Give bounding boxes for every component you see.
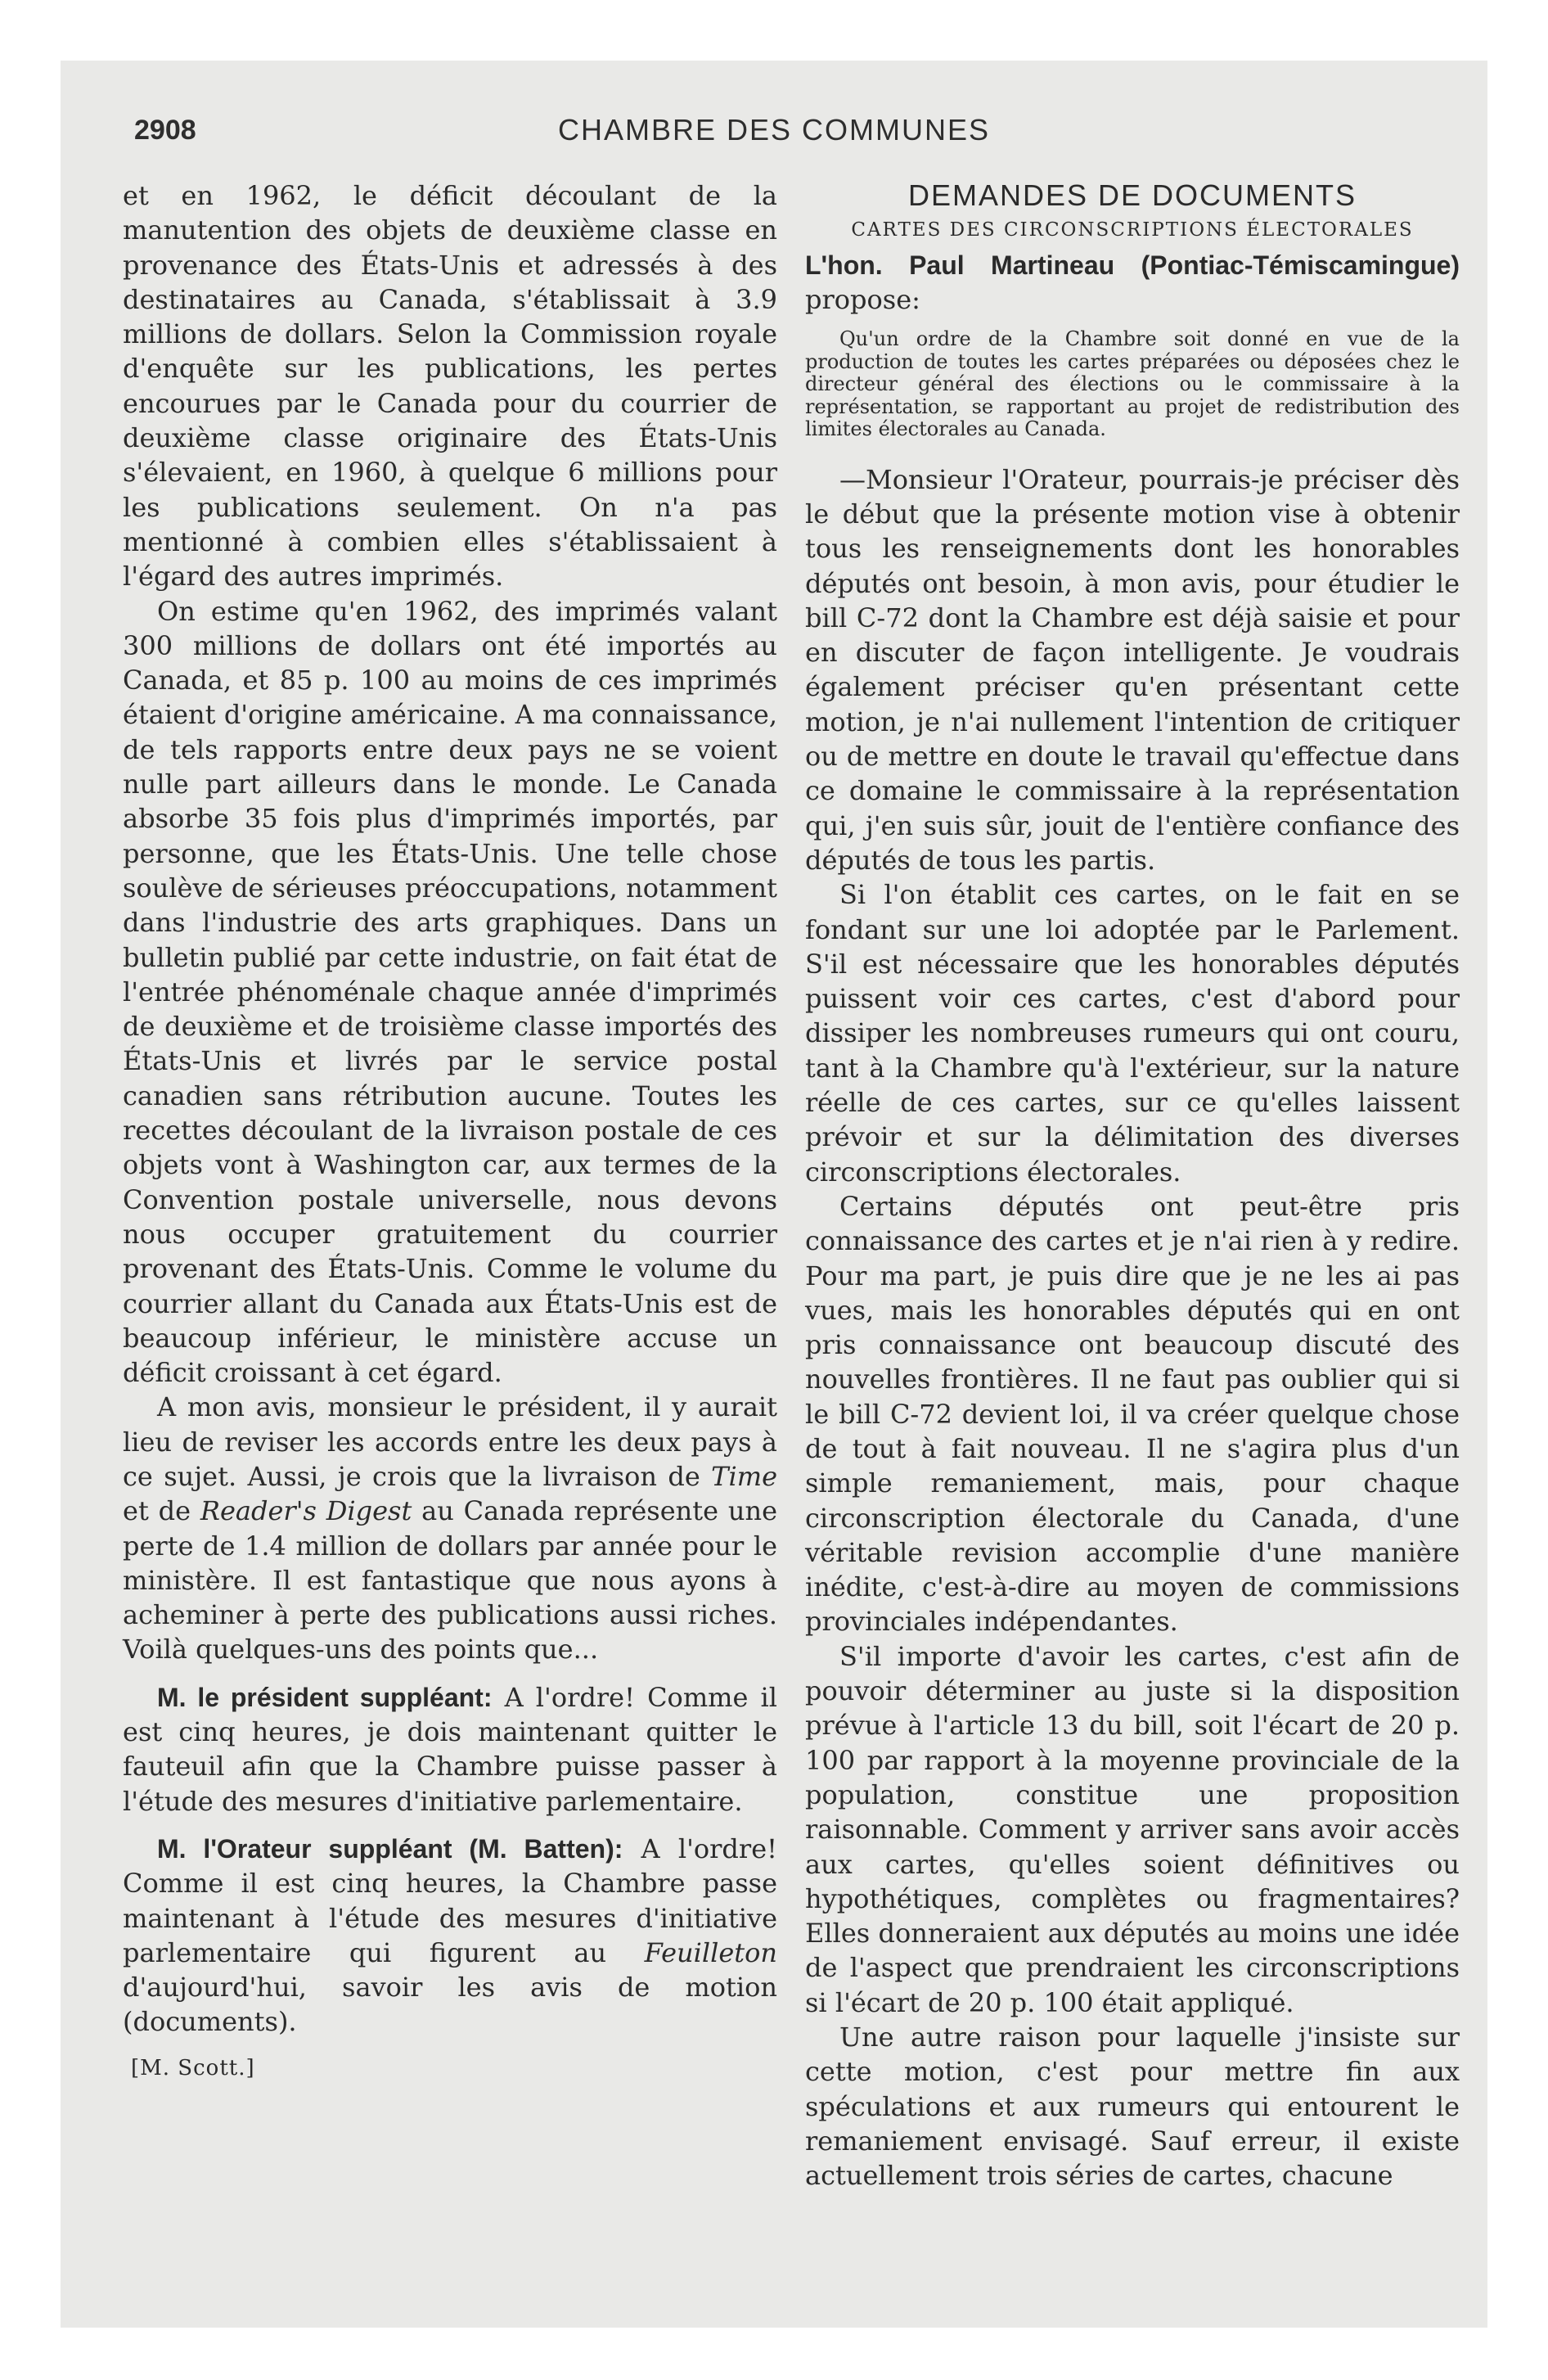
paragraph: Une autre raison pour laquelle j'insiste sur cette motion, c'est pour mettre fin aux spéculations et aux rumeurs qui entourent le remaniement envisagé. Sauf erreur, il existe actuellement trois séries de cartes, chacune [805, 2022, 1460, 2192]
motion-text: Qu'un ordre de la Chambre soit donné en vue de la production de toutes les cartes préparées ou déposées chez le directeur général des élections ou le commissaire à la représentation, se rapportant au projet de redistribution des limites électorales au Canada. [805, 327, 1460, 441]
section-subtitle: CARTES DES CIRCONSCRIPTIONS ÉLECTORALES [851, 219, 1414, 241]
speech [123, 1680, 777, 1819]
speaker-name: M. le président suppléant: [157, 1682, 493, 1712]
speech-text: A l'ordre! Comme il est cinq heures, je dois maintenant quitter le fauteuil afin que la Chambre puisse passer à l'étude des mesures d'initiative parlementaire. [123, 1681, 778, 1817]
speaker-name: L'hon. Paul Martineau (Pontiac-Témiscamingue) [805, 250, 1460, 280]
paragraph: On estime qu'en 1962, des imprimés valant 300 millions de dollars ont été importés au Canada, et 85 p. 100 au moins de ces imprimés étaient d'origine américaine. A ma connaissance, de tels rapports entre deux pays ne se voient nulle part ailleurs dans le monde. Le Canada absorbe 35 fois plus d'imprimés importés, par personne, que les États-Unis. Une telle chose soulève de sérieuses préoccupations, notamment dans l'industrie des arts graphiques. Dans un bulletin publié par cette industrie, on fait état de l'entrée phénoménale chaque année d'imprimés de deuxième et de troisième classe importés des États-Unis et livrés par le service postal canadien sans rétribution aucune. Toutes les recettes découlant de la livraison postale de ces objets vont à Washington car, aux termes de la Convention postale universelle, nous devons nous occuper gratuitement du courrier provenant des États-Unis. Comme le volume du courrier allant du Canada aux États-Unis est de beaucoup inférieur, le ministère accuse un déficit croissant à cet égard. [123, 595, 777, 1389]
text-run: au Canada représente une perte de 1.4 million de dollars par année pour le ministère. Il est fantastique que nous ayons à acheminer à perte des publications aussi riches. Voilà quelques-uns des points que... [123, 1495, 778, 1666]
speaker-name: M. l'Orateur suppléant (M. Batten): [157, 1833, 623, 1864]
speech-text: d'aujourd'hui, savoir les avis de motion (documents). [123, 1972, 777, 2038]
publication-title: Feuilleton [644, 1936, 777, 1968]
publication-title: Reader's Digest [200, 1495, 412, 1527]
paragraph: et en 1962, le déficit découlant de la manutention des objets de deuxième classe en provenance des États-Unis et adressés à des destinataires au Canada, s'établissait à 3.9 millions de dollars. Selon la Commission royale d'enquête sur les publications, les pertes encourues par le Canada pour du courrier de deuxième classe originaire des États-Unis s'élevaient, en 1960, à quelque 6 millions pour les publications seulement. On n'a pas mentionné à combien elles s'établissaient à l'égard des autres imprimés. [123, 180, 777, 593]
paragraph: Certains députés ont peut-être pris connaissance des cartes et je n'ai rien à y redire. Pour ma part, je puis dire que je ne les ai pas vues, mais les honorables députés qui en ont pris connaissance ont beaucoup discuté des nouvelles frontières. Il ne faut pas oublier qui si le bill C-72 devient loi, il va créer quelque chose de tout à fait nouveau. Il ne s'agira plus d'un simple remaniement, mais, pour chaque circonscription électorale du Canada, d'une véritable revision accomplie d'une manière inédite, c'est-à-dire au moyen de commissions provinciales indépendantes. [805, 1190, 1460, 1638]
speaker-attribution: [M. Scott.] [131, 2055, 255, 2080]
speech-text: propose: [805, 283, 920, 315]
text-run: et de [123, 1495, 200, 1527]
paragraph: Si l'on établit ces cartes, on le fait en se fondant sur une loi adoptée par le Parlement. S'il est nécessaire que les honorables députés puissent voir ces cartes, c'est d'abord pour dissiper les nombreuses rumeurs qui ont couru, tant à la Chambre qu'à l'extérieur, sur la nature réelle de ces cartes, sur ce qu'elles laissent prévoir et sur la délimitation des diverses circonscriptions électorales. [805, 879, 1460, 1188]
speech-text: A l'ordre! Comme il est cinq heures, la Chambre passe maintenant à l'étude des mesures d'initiative parlementaire qui figurent au [123, 1832, 778, 1968]
paragraph: —Monsieur l'Orateur, pourrais-je préciser dès le début que la présente motion vise à obtenir tous les renseignements dont les honorables députés ont besoin, à mon avis, pour étudier le bill C-72 dont la Chambre est déjà saisie et pour en discuter de façon intelligente. Je voudrais également préciser qu'en présentant cette motion, je n'ai nullement l'intention de critiquer ou de mettre en doute le travail qu'effectue dans ce domaine le commissaire à la représentation qui, j'en suis sûr, jouit de l'entière confiance des députés de tous les partis. [805, 463, 1460, 876]
page-number: 2908 [134, 115, 196, 146]
running-title: CHAMBRE DES COMMUNES [557, 113, 991, 146]
text-run: A mon avis, monsieur le président, il y aurait lieu de reviser les accords entre les deux pays à ce sujet. Aussi, je crois que la livraison de [123, 1391, 777, 1492]
paragraph [123, 1390, 777, 1666]
right-column [805, 178, 1460, 2193]
publication-title: Time [711, 1460, 777, 1492]
paragraph: S'il importe d'avoir les cartes, c'est afin de pouvoir déterminer au juste si la disposition prévue à l'article 13 du bill, soit l'écart de 20 p. 100 par rapport à la moyenne provinciale de la population, constitue une proposition raisonnable. Comment y arriver sans avoir accès aux cartes, qu'elles soient définitives ou hypothétiques, complètes ou fragmentaires? Elles donneraient aux députés au moins une idée de l'aspect que prendraient les circonscriptions si l'écart de 20 p. 100 était appliqué. [805, 1640, 1460, 2018]
speech [123, 1832, 777, 2040]
left-column [123, 178, 777, 2085]
motion-mover [805, 248, 1460, 318]
section-title: DEMANDES DE DOCUMENTS [907, 178, 1357, 212]
